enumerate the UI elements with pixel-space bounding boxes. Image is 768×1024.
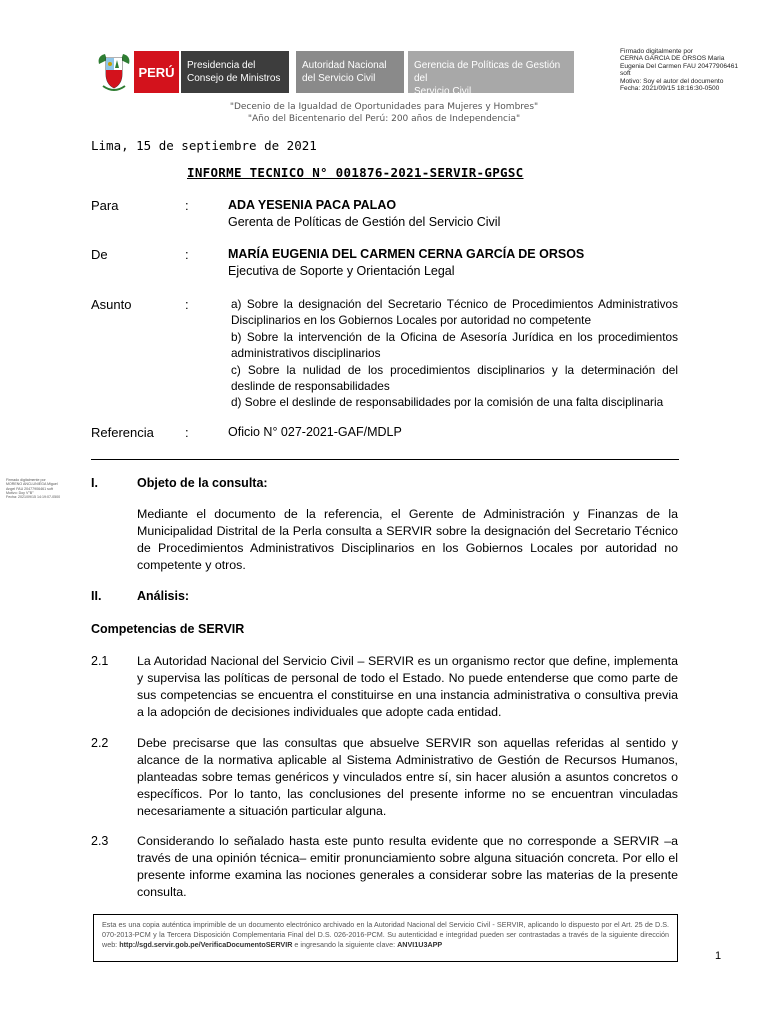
referencia-value: Oficio N° 027-2021-GAF/MDLP bbox=[228, 425, 402, 439]
numbered-paragraph: Considerando lo señalado hasta este punto resulta evidente que no corresponde a SERVIR –a través de una opinión técnica– emitir pronunciamiento sobre alguna situación concreta. Por ello el presente informe examina las nociones generales a considerar sobre las materias de la presente consulta. bbox=[137, 834, 678, 899]
verification-key: ANVI1U3APP bbox=[397, 940, 443, 949]
signature-line: Fecha: 2021/09/15 18:16:30-0500 bbox=[620, 85, 720, 93]
sender-name: MARÍA EUGENIA DEL CARMEN CERNA GARCÍA DE ORSOS bbox=[228, 247, 585, 261]
asunto-item: a) Sobre la designación del Secretario Técnico de Procedimientos Administrativos Disciplinarios en los Gobiernos Locales por autoridad no competente bbox=[231, 297, 678, 328]
peru-logo bbox=[134, 51, 179, 93]
de-sender bbox=[228, 246, 584, 279]
section-paragraph: Mediante el documento de la referencia, el Gerente de Administración y Finanzas de la Municipalidad Distrital de la Perla consulta a SERVIR sobre la designación del Secretario Técnico de Procedimientos Administrativos Disciplinarios en los Gobiernos Locales por autoridad no competente y otros. bbox=[137, 507, 678, 572]
de-label: De bbox=[91, 247, 108, 262]
recipient-role: Gerenta de Políticas de Gestión del Servicio Civil bbox=[228, 214, 501, 229]
paragraph-number: 2.2 bbox=[91, 736, 109, 750]
referencia-label: Referencia bbox=[91, 425, 154, 440]
report-title: INFORME TECNICO N° 001876-2021-SERVIR-GPGSC bbox=[187, 165, 524, 180]
section-title: Análisis: bbox=[137, 589, 190, 603]
band-line: Presidencia del bbox=[187, 60, 256, 71]
band-line: Autoridad Nacional bbox=[302, 60, 387, 71]
colon: : bbox=[185, 297, 189, 312]
band-line: del Servicio Civil bbox=[302, 73, 376, 84]
signature-line: Angel FAU 20477906461 soft bbox=[6, 486, 53, 491]
paragraph-number: 2.1 bbox=[91, 654, 109, 668]
signature-line: Fecha: 2021/09/15 14:19:07-0500 bbox=[6, 495, 61, 500]
sender-role: Ejecutiva de Soporte y Orientación Legal bbox=[228, 263, 455, 278]
margin-signature-stamp bbox=[6, 478, 84, 499]
section-number: II. bbox=[91, 589, 102, 603]
paragraph-number: 2.3 bbox=[91, 834, 109, 848]
digital-signature-stamp bbox=[620, 48, 765, 92]
band-line: Servicio Civil bbox=[414, 86, 472, 97]
band-line: Consejo de Ministros bbox=[187, 73, 281, 84]
colon: : bbox=[185, 425, 189, 440]
numbered-paragraph: La Autoridad Nacional del Servicio Civil – SERVIR es un organismo rector que define, implementa y supervisa las políticas de personal de todo el Estado. No puede entenderse que como parte de sus competencias se encuentra el constituirse en una instancia administrativa o consultiva previa a la adopción de decisiones individuales que adopte cada entidad. bbox=[137, 654, 678, 719]
document-date: Lima, 15 de septiembre de 2021 bbox=[91, 138, 317, 153]
colon: : bbox=[185, 198, 189, 213]
anio-line: "Año del Bicentenario del Perú: 200 años de Independencia" bbox=[247, 114, 521, 124]
coat-of-arms-icon bbox=[95, 50, 133, 94]
signature-line: MORENO ANCLUNIEGA Miguel bbox=[6, 482, 58, 487]
header-band-servir bbox=[296, 51, 404, 93]
header-band-gerencia bbox=[408, 51, 574, 97]
asunto-list bbox=[231, 296, 678, 411]
band-line: Gerencia de Políticas de Gestión del bbox=[414, 60, 561, 84]
page-number: 1 bbox=[715, 950, 722, 962]
subsection-title: Competencias de SERVIR bbox=[91, 622, 245, 636]
colon: : bbox=[185, 247, 189, 262]
signature-line: Firmado digitalmente por bbox=[6, 478, 46, 482]
recipient-name: ADA YESENIA PACA PALAO bbox=[228, 198, 397, 212]
signature-line: Motivo: Soy el autor del documento bbox=[620, 77, 724, 85]
verification-link[interactable]: http://sgd.servir.gob.pe/VerificaDocumentoSERVIR bbox=[119, 940, 293, 949]
decenio-line: "Decenio de la Igualdad de Oportunidades para Mujeres y Hombres" bbox=[229, 102, 539, 112]
peru-logo-label: PERÚ bbox=[138, 64, 175, 80]
footer-middle-text: e ingresando la siguiente clave: bbox=[294, 940, 396, 949]
signature-line: Eugenia Del Carmen FAU 20477906461 bbox=[620, 62, 739, 70]
signature-line: Firmado digitalmente por bbox=[620, 48, 693, 55]
signature-line: CERNA GARCIA DE ORSOS Maria bbox=[620, 55, 725, 63]
section-number: I. bbox=[91, 476, 98, 490]
footer-text: Esta es una copia auténtica imprimible de un documento electrónico archivado en la Autoridad Nacional del Servicio Civil - SERVIR, aplicando lo dispuesto por el Art. 25 de D.S. 070-2013-PCM y la Tercera Disposición Complementaria Final del D.S. 026-2016-PCM. Su autenticidad e integridad pueden ser contrastadas a través de la siguiente dirección web: bbox=[102, 920, 669, 949]
asunto-item: d) Sobre el deslinde de responsabilidades por la comisión de una falta disciplinaria bbox=[231, 395, 664, 410]
asunto-item: c) Sobre la nulidad de los procedimientos disciplinarios y la determinación del deslinde de responsabilidades bbox=[231, 362, 678, 394]
section-title: Objeto de la consulta: bbox=[137, 476, 268, 490]
para-label: Para bbox=[91, 198, 119, 213]
asunto-item: b) Sobre la intervención de la Oficina de Asesoría Jurídica en los procedimientos administrativos disciplinarios bbox=[231, 329, 678, 361]
asunto-label: Asunto bbox=[91, 297, 132, 312]
numbered-paragraph: Debe precisarse que las consultas que absuelve SERVIR son aquellas referidas al sentido y alcance de la normativa aplicable al Sistema Administrativo de Gestión de Recursos Humanos, planteadas sobre temas genéricos y vinculados entre sí, sin hacer alusión a asuntos concretos o específicos. Por lo tanto, las conclusiones del presente informe no se encuentran vinculadas necesariamente a situación particular alguna. bbox=[137, 736, 678, 818]
para-recipient bbox=[228, 197, 500, 230]
signature-line: Motivo: Doy V°B° bbox=[6, 490, 34, 495]
divider bbox=[91, 459, 679, 460]
verification-footer bbox=[93, 914, 678, 962]
signature-line: soft bbox=[620, 70, 631, 78]
header-band-pcm bbox=[181, 51, 289, 93]
